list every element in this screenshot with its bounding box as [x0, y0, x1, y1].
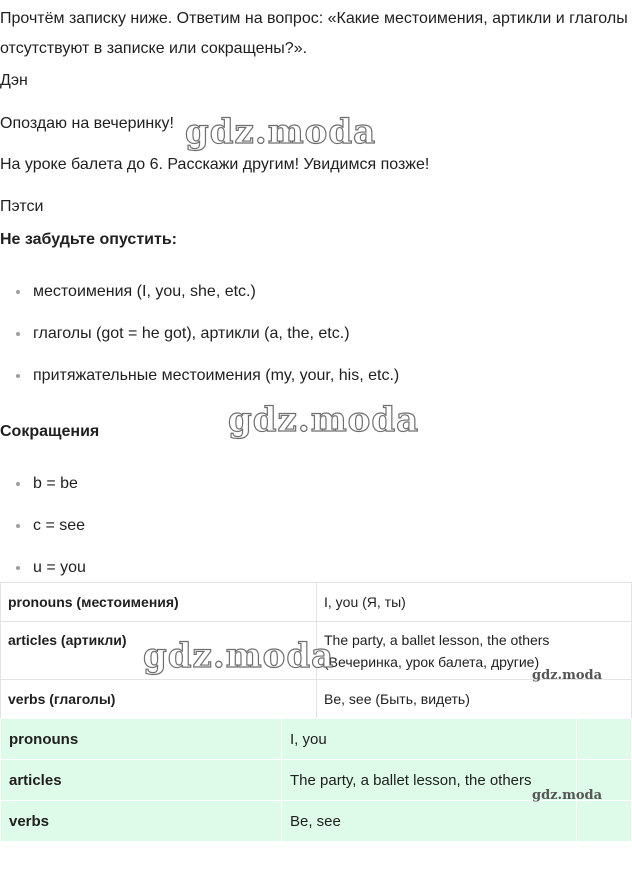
table-value: The party, a ballet lesson, the others — [282, 760, 577, 801]
note-from: Дэн — [0, 72, 28, 89]
intro-paragraph: Прочтём записку ниже. Ответим на вопрос: «Какие местоимения, артикли и глаголы отсутствуют в записке или сокращены?». — [0, 10, 628, 57]
answer-table — [0, 718, 632, 842]
abbr-list — [0, 473, 86, 599]
table-value: Be, see (Быть, видеть) — [317, 680, 632, 719]
bullet-dot — [16, 566, 20, 570]
table-empty-cell — [577, 719, 632, 760]
table-value: I, you (Я, ты) — [317, 583, 632, 622]
table-key: articles — [1, 760, 282, 801]
watermark-logo: gdz.moda — [143, 636, 335, 676]
bullet-dot — [16, 374, 20, 378]
list-item-text: глаголы (got = he got), артикли (a, the, etc.) — [33, 325, 350, 342]
table-key: pronouns — [1, 719, 282, 760]
list-item-text: c = see — [33, 517, 86, 534]
table-row — [1, 801, 632, 842]
table-key: verbs — [1, 801, 282, 842]
note-line-1: Опоздаю на вечеринку! — [0, 115, 174, 132]
table-key: pronouns (местоимения) — [1, 583, 317, 622]
watermark-logo: gdz.moda — [185, 112, 377, 152]
bullet-dot — [16, 332, 20, 336]
list-item — [0, 515, 86, 557]
table-value: The party, a ballet lesson, the others (Вечеринка, урок балета, другие) — [317, 622, 632, 680]
list-item — [0, 473, 86, 515]
bullet-dot — [16, 524, 20, 528]
bullet-dot — [16, 290, 20, 294]
abbr-heading: Сокращения — [0, 423, 100, 440]
table-key: verbs (глаголы) — [1, 680, 317, 719]
table-value: Be, see — [282, 801, 577, 842]
table-value: I, you — [282, 719, 577, 760]
list-item-text: притяжательные местоимения (my, your, his, etc.) — [33, 367, 400, 384]
list-item — [0, 323, 399, 365]
bullet-dot — [16, 482, 20, 486]
table-row — [1, 680, 632, 719]
note-to: Пэтси — [0, 198, 44, 215]
watermark-logo-small: gdz.moda — [532, 788, 603, 803]
list-item-text: b = be — [33, 475, 78, 492]
note-line-2: На уроке балета до 6. Расскажи другим! Увидимся позже! — [0, 156, 430, 173]
table-row — [1, 583, 632, 622]
omit-list — [0, 281, 399, 407]
watermark-logo-small: gdz.moda — [532, 668, 603, 683]
omit-heading: Не забудьте опустить: — [0, 231, 177, 248]
list-item — [0, 281, 399, 323]
table-row — [1, 719, 632, 760]
table-key: articles (артикли) — [1, 622, 317, 680]
list-item-text: местоимения (I, you, she, etc.) — [33, 283, 256, 300]
watermark-logo: gdz.moda — [228, 400, 420, 440]
table-empty-cell — [577, 801, 632, 842]
list-item-text: u = you — [33, 559, 86, 576]
